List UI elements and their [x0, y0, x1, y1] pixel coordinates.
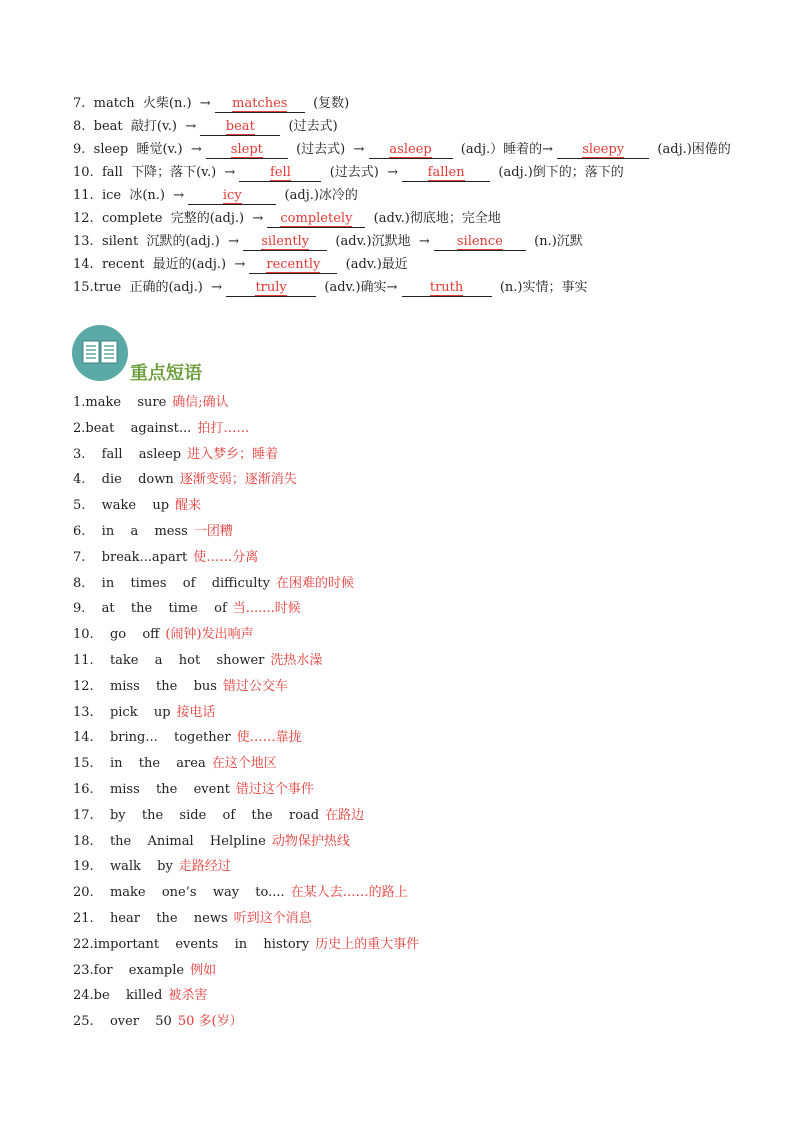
vocab-text: 15.true 正确的(adj.) → — [73, 280, 227, 295]
phrase-english: 24.be killed — [73, 988, 163, 1004]
phrase-chinese: 错过公交车 — [222, 678, 288, 694]
answer-blank — [215, 96, 305, 113]
vocab-text: (adj.)困倦的 — [649, 142, 731, 157]
answer-text: beat — [225, 119, 255, 134]
phrase-chinese: 动物保护热线 — [271, 833, 350, 849]
answer-blank — [402, 280, 492, 297]
phrase-english: 23.for example — [73, 962, 185, 978]
phrase-english: 17. by the side of the road — [73, 807, 320, 823]
phrase-english: 1.make sure — [73, 395, 167, 410]
phrase-item — [73, 1009, 733, 1035]
vocab-text: (复数) — [304, 96, 350, 111]
phrase-item — [73, 932, 733, 958]
vocab-row — [73, 276, 733, 299]
answer-blank — [206, 142, 288, 159]
vocabulary-list — [73, 92, 733, 299]
phrase-chinese: 进入梦乡；睡着 — [187, 446, 279, 462]
phrase-item — [73, 906, 733, 932]
vocab-text: 13. silent 沉默的(adj.) → — [73, 234, 244, 249]
phrase-item — [73, 958, 733, 984]
answer-blank — [369, 142, 453, 159]
phrase-english: 13. pick up — [73, 704, 171, 720]
answer-text: completely — [280, 211, 353, 226]
phrase-item — [73, 545, 733, 571]
phrase-item — [73, 725, 733, 751]
phrase-item — [73, 648, 733, 674]
phrase-chinese: 在路边 — [325, 807, 365, 823]
phrase-chinese: 历史上的重大事件 — [315, 936, 420, 952]
vocab-text: (adv.)彻底地；完全地 — [365, 211, 501, 226]
phrase-english: 2.beat against... — [73, 420, 192, 436]
vocab-text: (adj.）睡着的→ — [452, 142, 558, 157]
vocab-row — [73, 92, 733, 115]
phrase-chinese: 在这个地区 — [211, 756, 277, 772]
phrase-item — [73, 751, 733, 777]
phrase-item — [73, 674, 733, 700]
answer-text: icy — [222, 188, 242, 203]
phrase-chinese: 例如 — [190, 962, 217, 978]
vocab-text: (过去式) → — [287, 142, 369, 157]
phrase-item — [73, 416, 733, 442]
phrase-item — [73, 442, 733, 468]
answer-text: truly — [255, 280, 287, 295]
vocab-text: (adv.)最近 — [337, 257, 408, 272]
section-header — [72, 325, 272, 385]
vocab-row — [73, 161, 733, 184]
phrase-chinese: 一团糟 — [193, 523, 233, 539]
phrase-item — [73, 854, 733, 880]
phrase-chinese: 使……靠拢 — [236, 730, 302, 746]
vocab-text: (adj.)冰冷的 — [276, 188, 358, 203]
phrase-english: 12. miss the bus — [73, 678, 217, 694]
answer-text: silence — [456, 234, 503, 249]
phrase-english: 6. in a mess — [73, 523, 188, 539]
answer-blank — [434, 234, 526, 251]
phrase-chinese: 当.......时候 — [232, 601, 301, 617]
answer-blank — [267, 211, 365, 228]
phrase-english: 10. go off — [73, 627, 160, 643]
phrase-chinese: 拍打…… — [197, 420, 250, 436]
vocab-row — [73, 115, 733, 138]
vocab-text: 14. recent 最近的(adj.) → — [73, 257, 250, 272]
answer-text: silently — [261, 234, 310, 249]
phrase-english: 14. bring... together — [73, 730, 231, 746]
phrase-item — [73, 519, 733, 545]
phrase-chinese: 走路经过 — [178, 859, 231, 875]
vocab-row — [73, 230, 733, 253]
vocab-row — [73, 207, 733, 230]
phrase-item — [73, 803, 733, 829]
phrase-english: 22.important events in history — [73, 936, 310, 952]
phrase-english: 8. in times of difficulty — [73, 575, 270, 591]
answer-text: recently — [266, 257, 321, 272]
phrase-english: 19. walk by — [73, 859, 173, 875]
answer-text: fell — [270, 165, 291, 180]
answer-text: slept — [230, 142, 263, 157]
answer-blank — [402, 165, 490, 182]
vocab-text: 7. match 火柴(n.) → — [73, 96, 215, 111]
vocab-text: 9. sleep 睡觉(v.) → — [73, 142, 206, 157]
section-title: 重点短语 — [130, 363, 202, 384]
vocab-text: 10. fall 下降；落下(v.) → — [73, 165, 240, 180]
phrase-item — [73, 571, 733, 597]
phrase-chinese: 逐渐变弱；逐渐消失 — [179, 472, 297, 488]
phrase-english: 9. at the time of — [73, 601, 227, 617]
phrase-chinese: 洗热水澡 — [270, 652, 323, 668]
phrase-item — [73, 390, 733, 416]
phrase-item — [73, 596, 733, 622]
phrase-chinese: 在困难的时候 — [275, 575, 354, 591]
phrase-chinese: 被杀害 — [168, 988, 208, 1004]
phrase-english: 21. hear the news — [73, 910, 228, 926]
phrase-item — [73, 622, 733, 648]
vocab-row — [73, 184, 733, 207]
vocab-text: 12. complete 完整的(adj.) → — [73, 211, 268, 226]
answer-blank — [226, 280, 316, 297]
vocab-text: (adv.)确实→ — [316, 280, 402, 295]
phrase-list — [73, 390, 733, 1035]
phrase-chinese: (闹钟)发出响声 — [165, 627, 254, 643]
phrase-chinese: 确信;确认 — [172, 395, 229, 410]
phrase-item — [73, 493, 733, 519]
answer-blank — [188, 188, 276, 205]
phrase-chinese: 使……分离 — [193, 549, 259, 565]
phrase-item — [73, 880, 733, 906]
vocab-text: (n.)实情；事实 — [491, 280, 588, 295]
phrase-english: 18. the Animal Helpline — [73, 833, 266, 849]
vocab-text: (过去式) → — [321, 165, 403, 180]
phrase-item — [73, 777, 733, 803]
phrase-english: 3. fall asleep — [73, 446, 182, 462]
phrase-chinese: 醒来 — [175, 498, 202, 514]
phrase-chinese: 接电话 — [176, 704, 216, 720]
vocab-text: (过去式) — [280, 119, 338, 134]
phrase-english: 11. take a hot shower — [73, 652, 265, 668]
phrase-item — [73, 829, 733, 855]
answer-blank — [243, 234, 327, 251]
answer-text: sleepy — [582, 142, 625, 157]
phrase-chinese: 50 多(岁） — [177, 1014, 243, 1030]
answer-text: asleep — [389, 142, 432, 157]
phrase-english: 5. wake up — [73, 498, 170, 514]
vocab-text: 8. beat 敲打(v.) → — [73, 119, 201, 134]
vocab-text: (n.)沉默 — [525, 234, 583, 249]
phrase-english: 20. make one’s way to.... — [73, 885, 285, 901]
answer-text: matches — [232, 96, 288, 111]
answer-blank — [557, 142, 649, 159]
vocab-text: 11. ice 冰(n.) → — [73, 188, 189, 203]
phrase-english: 16. miss the event — [73, 781, 230, 797]
phrase-english: 7. break...apart — [73, 549, 188, 565]
phrase-english: 25. over 50 — [73, 1014, 172, 1030]
phrase-english: 15. in the area — [73, 756, 206, 772]
vocab-text: (adv.)沉默地 → — [327, 234, 434, 249]
phrase-item — [73, 700, 733, 726]
phrase-chinese: 听到这个消息 — [233, 910, 312, 926]
answer-blank — [239, 165, 321, 182]
book-icon — [72, 325, 128, 381]
answer-blank — [200, 119, 280, 136]
phrase-chinese: 错过这个事件 — [235, 781, 314, 797]
vocab-row — [73, 138, 733, 161]
vocab-text: (adj.)倒下的；落下的 — [490, 165, 624, 180]
answer-text: truth — [429, 280, 464, 295]
answer-blank — [249, 257, 337, 274]
phrase-english: 4. die down — [73, 472, 174, 488]
answer-text: fallen — [427, 165, 465, 180]
vocab-row — [73, 253, 733, 276]
phrase-item — [73, 467, 733, 493]
phrase-item — [73, 983, 733, 1009]
phrase-chinese: 在某人去……的路上 — [290, 885, 408, 901]
